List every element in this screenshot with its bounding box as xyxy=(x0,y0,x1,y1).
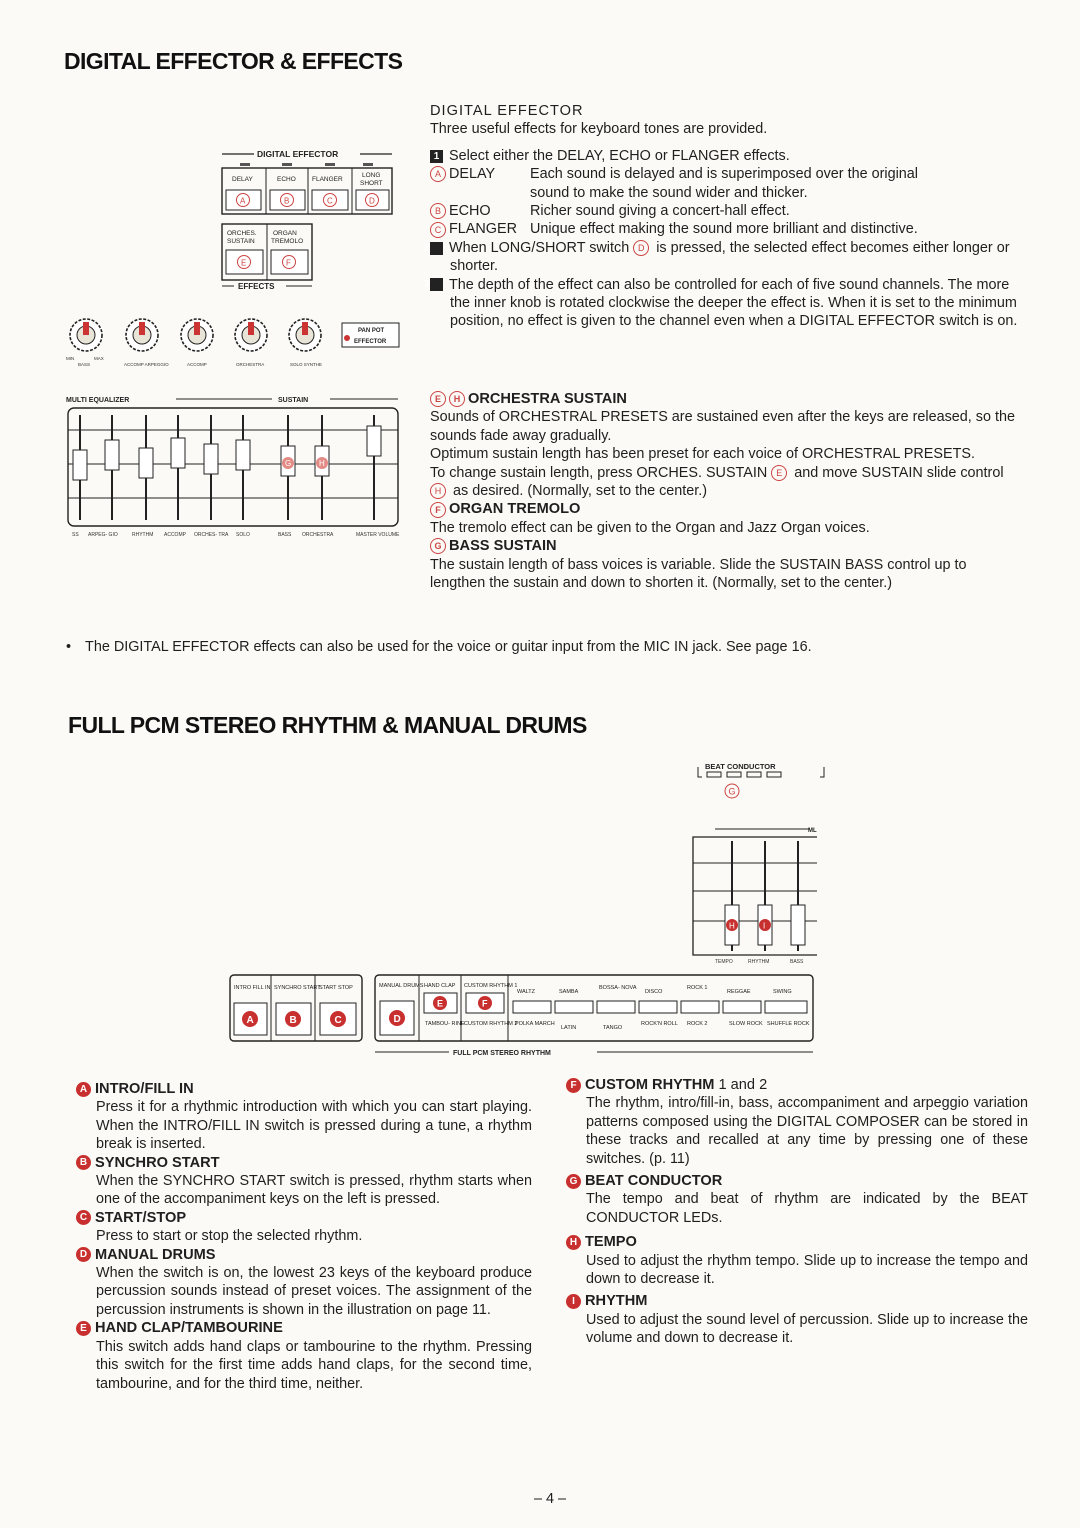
section-title-digital-effector: DIGITAL EFFECTOR & EFFECTS xyxy=(64,48,403,74)
hand-clap-heading: HAND CLAP/TAMBOURINE xyxy=(95,1320,283,1337)
svg-text:H: H xyxy=(729,921,735,931)
effector-label: EFFECTOR xyxy=(354,339,387,345)
svg-text:F: F xyxy=(482,998,488,1009)
button-long-short[interactable] xyxy=(356,190,389,210)
button-label-organ: ORGAN xyxy=(273,230,297,237)
step-2-marker: 2 xyxy=(430,242,443,255)
rhythm-button-4[interactable] xyxy=(639,1001,677,1013)
slider-rhythm[interactable] xyxy=(139,415,153,520)
orchestra-sustain-p3b: and move SUSTAIN slide control xyxy=(794,464,1004,481)
rhythm-heading: RHYTHM xyxy=(585,1293,648,1310)
button-delay[interactable] xyxy=(226,190,261,210)
rhythm-polka-march: POLKA MARCH xyxy=(515,1021,555,1027)
slider-sustain-bass[interactable] xyxy=(281,415,295,520)
orch-marker-e: E xyxy=(430,391,446,407)
rhythm-tango: TANGO xyxy=(603,1025,623,1031)
button-orches-sustain[interactable] xyxy=(226,250,263,274)
button-flanger[interactable] xyxy=(312,190,348,210)
knob-label-solo-synthe: SOLO SYNTHE xyxy=(290,362,323,367)
rhythm-button-5[interactable] xyxy=(681,1001,719,1013)
rhythm-swing: SWING xyxy=(773,989,792,995)
knob-label-accomp: ACCOMP xyxy=(187,362,207,367)
tambourine-label: TAMBOU- RINE xyxy=(425,1021,465,1027)
step-1-marker: 1 xyxy=(430,150,443,163)
svg-text:B: B xyxy=(284,196,290,206)
svg-text:C: C xyxy=(327,196,333,206)
svg-text:A: A xyxy=(246,1015,254,1026)
intro-fill-in-label: INTRO FILL IN xyxy=(234,985,271,991)
knob-solo-synthe[interactable] xyxy=(289,319,321,351)
beat-conductor-text: The tempo and beat of rhythm are indicated by the BEAT CONDUCTOR LEDs. xyxy=(586,1191,1028,1226)
svg-text:D: D xyxy=(369,196,375,206)
ml-label: ML xyxy=(808,828,817,834)
custom-rhythm-text: The rhythm, intro/fill-in, bass, accompaniment and arpeggio variation patterns composed using the DIGITAL COMPOSER can be stored in these tracks and recalled at any time by pressing one of these switches. (p. 11) xyxy=(586,1095,1028,1167)
hand-clap-marker: E xyxy=(76,1321,91,1336)
slider-orchestra-channel[interactable] xyxy=(204,415,218,520)
echo-label: ECHO xyxy=(449,203,491,220)
synchro-start-label: SYNCHRO START xyxy=(274,985,321,991)
rhythm-panel-illustration xyxy=(225,755,825,1065)
rhythm-waltz: WALTZ xyxy=(517,989,536,995)
sustain-slide-marker: H xyxy=(430,483,446,499)
slider-label-master-volume: MASTER VOLUME xyxy=(356,532,400,538)
section-title-full-pcm: FULL PCM STEREO RHYTHM & MANUAL DRUMS xyxy=(68,712,587,738)
manual-drums-heading: MANUAL DRUMS xyxy=(95,1246,216,1263)
svg-text:I: I xyxy=(763,921,766,931)
button-label-echo: ECHO xyxy=(277,176,296,183)
button-echo[interactable] xyxy=(270,190,305,210)
rhythm-button-3[interactable] xyxy=(597,1001,635,1013)
tremolo-marker: F xyxy=(430,502,446,518)
svg-text:B: B xyxy=(289,1015,297,1026)
rhythm-items-left xyxy=(76,1078,532,1393)
slider-label-ss: SS xyxy=(72,532,79,538)
knob-accomp-arpeggio[interactable] xyxy=(126,319,158,351)
slider-label-rhythm: RHYTHM xyxy=(132,532,154,538)
beat-conductor-label: BEAT CONDUCTOR xyxy=(705,762,776,771)
beat-conductor-heading: BEAT CONDUCTOR xyxy=(585,1173,723,1190)
orches-sustain-marker: E xyxy=(771,465,787,481)
synchro-start-button[interactable] xyxy=(276,1003,311,1035)
button-label-short: SHORT xyxy=(360,180,383,187)
custom-rhythm-heading: CUSTOM RHYTHM xyxy=(585,1077,715,1093)
tempo-marker: H xyxy=(566,1235,581,1250)
rhythm-button-7[interactable] xyxy=(765,1001,807,1013)
synchro-start-marker: B xyxy=(76,1155,91,1170)
step-2-text-a: When LONG/SHORT switch xyxy=(449,239,630,256)
pan-pot-label: PAN POT xyxy=(358,328,385,334)
custom-rhythm-2-label: CUSTOM RHYTHM 2 xyxy=(464,1021,518,1027)
custom-rhythm-suffix: 1 and 2 xyxy=(718,1077,768,1093)
knob-label-accomp-arpeggio: ACCOMP ARPEGGIO xyxy=(124,362,169,367)
slider-label-solo: SOLO xyxy=(236,532,250,538)
panel-label-digital-effector: DIGITAL EFFECTOR xyxy=(257,149,339,159)
knob-label-bass: BASS xyxy=(78,362,91,367)
bass-sustain-heading: BASS SUSTAIN xyxy=(449,538,557,555)
intro-fill-in-text: Press it for a rhythmic introduction with which you can start playing. When the INTRO/FILL IN switch is pressed during a tune, a rhythm break is inserted. xyxy=(96,1099,532,1153)
slider-master-volume[interactable] xyxy=(367,415,381,520)
digital-effector-block xyxy=(423,102,1022,331)
svg-text:G: G xyxy=(728,786,736,797)
rhythm-slow-rock: SLOW ROCK xyxy=(729,1021,763,1027)
knob-orchestra[interactable] xyxy=(235,319,267,351)
button-label-long: LONG xyxy=(362,172,381,179)
bass-marker: G xyxy=(430,538,446,554)
hand-clap-text: This switch adds hand claps or tambourine to the rhythm. Pressing this switch for the first time adds hand claps, for the second time, tambourine, and for the third time, neither. xyxy=(96,1338,532,1392)
page-number: – 4 – xyxy=(533,1491,566,1507)
orchestra-sustain-p2: Optimum sustain length has been preset for each voice of ORCHESTRAL PRESETS. xyxy=(430,446,975,463)
synchro-start-text: When the SYNCHRO START switch is pressed, rhythm starts when one of the accompaniment keys on the left is pressed. xyxy=(96,1173,532,1208)
svg-text:F: F xyxy=(286,258,291,268)
delay-label: DELAY xyxy=(449,166,496,183)
custom-rhythm-marker: F xyxy=(566,1078,581,1093)
rhythm-latin: LATIN xyxy=(561,1025,577,1031)
tempo-text: Used to adjust the rhythm tempo. Slide up to increase the tempo and down to decrease it. xyxy=(586,1252,1028,1288)
rhythm-bossa-nova: BOSSA- NOVA xyxy=(599,985,637,991)
tempo-heading: TEMPO xyxy=(585,1234,637,1251)
manual-drums-label: MANUAL DRUMS xyxy=(379,983,424,989)
knob-accomp[interactable] xyxy=(181,319,213,351)
rhythm-rock-2: ROCK 2 xyxy=(687,1021,708,1027)
rhythm-label: RHYTHM xyxy=(748,959,770,965)
knob-max-label: MAX xyxy=(94,356,104,361)
step-2-text-b: is pressed, the selected effect becomes either longer or shorter. xyxy=(450,239,1010,275)
rhythm-text: Used to adjust the sound level of percussion. Slide up to increase the volume and down to decrease it. xyxy=(586,1311,1028,1347)
tempo-label: TEMPO xyxy=(715,959,733,965)
orchestra-sustain-heading: ORCHESTRA SUSTAIN xyxy=(468,391,627,407)
slider-ss[interactable] xyxy=(73,415,87,520)
slider-accomp[interactable] xyxy=(171,415,185,520)
digital-effector-panel-illustration xyxy=(60,140,420,570)
full-pcm-label: FULL PCM STEREO RHYTHM xyxy=(453,1050,551,1057)
svg-text:A: A xyxy=(240,196,246,206)
custom-rhythm-button[interactable] xyxy=(466,993,504,1013)
orch-marker-h: H xyxy=(449,391,465,407)
beat-conductor-item-marker: G xyxy=(566,1174,581,1189)
delay-marker: A xyxy=(430,166,446,182)
organ-tremolo-text: The tremolo effect can be given to the Organ and Jazz Organ voices. xyxy=(430,519,870,536)
flanger-text: Unique effect making the sound more brilliant and distinctive. xyxy=(530,221,918,238)
custom-rhythm-1-label: CUSTOM RHYTHM 1 xyxy=(464,983,518,989)
rhythm-rock-1: ROCK 1 xyxy=(687,985,708,991)
slider-label-accomp: ACCOMP xyxy=(164,532,186,538)
svg-text:E: E xyxy=(241,258,247,268)
bass-sustain-text: The sustain length of bass voices is variable. Slide the SUSTAIN BASS control up to lengthen the sustain and down to shorten it. (Normally, set to the center.) xyxy=(430,556,967,592)
panel-label-sustain: SUSTAIN xyxy=(278,397,309,404)
start-stop-button[interactable] xyxy=(320,1003,356,1035)
manual-drums-button[interactable] xyxy=(380,1001,414,1035)
flanger-marker: C xyxy=(430,222,446,238)
synchro-start-heading: SYNCHRO START xyxy=(95,1154,220,1171)
knob-label-orchestra: ORCHESTRA xyxy=(236,362,265,367)
orchestra-sustain-p3c: as desired. (Normally, set to the center.) xyxy=(453,483,708,500)
slider-label-orchestra-channel: ORCHES- TRA xyxy=(194,532,229,538)
slider-label-arpeggio: ARPEG- GIO xyxy=(88,532,118,538)
bullet-icon: • xyxy=(66,639,72,655)
rhythm-shuffle-rock: SHUFFLE ROCK xyxy=(767,1021,810,1027)
rhythm-marker: I xyxy=(566,1294,581,1309)
start-stop-heading: START/STOP xyxy=(95,1209,187,1226)
start-stop-label: START STOP xyxy=(319,985,353,991)
slider-solo[interactable] xyxy=(236,415,250,520)
slider-sustain-orchestra[interactable] xyxy=(315,415,329,520)
orchestra-sustain-block xyxy=(430,390,1024,592)
echo-text: Richer sound giving a concert-hall effect. xyxy=(530,203,790,220)
slider-arpeggio[interactable] xyxy=(105,415,119,520)
echo-marker: B xyxy=(430,203,446,219)
start-stop-text: Press to start or stop the selected rhythm. xyxy=(96,1228,363,1245)
hand-clap-label: HAND CLAP xyxy=(424,983,456,989)
mic-in-note: • The DIGITAL EFFECTOR effects can also be used for the voice or guitar input from the MIC IN jack. See page 16. xyxy=(66,639,812,655)
step-3-marker: 3 xyxy=(430,278,443,291)
intro-fill-in-button[interactable] xyxy=(234,1003,267,1035)
svg-text:D: D xyxy=(393,1014,401,1025)
rhythm-reggae: REGGAE xyxy=(727,989,751,995)
organ-tremolo-heading: ORGAN TREMOLO xyxy=(449,501,581,518)
rhythm-button-2[interactable] xyxy=(555,1001,593,1013)
manual-drums-marker: D xyxy=(76,1247,91,1262)
button-organ-tremolo[interactable] xyxy=(271,250,308,274)
button-label-delay: DELAY xyxy=(232,176,253,183)
rhythm-button-6[interactable] xyxy=(723,1001,761,1013)
rhythm-samba: SAMBA xyxy=(559,989,579,995)
hand-clap-button[interactable] xyxy=(424,993,457,1013)
slider-label-bass: BASS xyxy=(278,532,292,538)
button-label-flanger: FLANGER xyxy=(312,176,343,183)
svg-text:G: G xyxy=(285,459,292,468)
rhythm-button-1[interactable] xyxy=(513,1001,551,1013)
delay-text: Each sound is delayed and is superimposed over the original sound to make the sound wider and thicker. xyxy=(530,166,918,201)
intro-fill-in-marker: A xyxy=(76,1082,91,1097)
digital-effector-intro: Three useful effects for keyboard tones are provided. xyxy=(430,121,768,138)
svg-text:H: H xyxy=(319,459,325,468)
button-label-sustain: SUSTAIN xyxy=(227,238,255,245)
manual-drums-text: When the switch is on, the lowest 23 keys of the keyboard produce percussion sounds instead of preset voices. The assignment of the percussion instruments is shown in the illustration on page 11. xyxy=(96,1265,532,1318)
bass-label: BASS xyxy=(790,959,804,965)
knob-min-label: MIN xyxy=(66,356,75,361)
long-short-marker: D xyxy=(633,240,649,256)
slider-label-orchestra: ORCHESTRA xyxy=(302,532,334,538)
step-1-text: Select either the DELAY, ECHO or FLANGER effects. xyxy=(449,147,790,164)
knob-bass[interactable] xyxy=(70,319,102,351)
step-3-text: The depth of the effect can also be controlled for each of five sound channels. The more the inner knob is rotated clockwise the deeper the effect is. When it is set to the minimum position, no effect is given to the channel even when a DIGITAL EFFECTOR switch is on. xyxy=(449,276,1018,330)
svg-text:C: C xyxy=(334,1015,342,1026)
rhythm-volume-slider[interactable] xyxy=(758,841,772,951)
button-label-tremolo: TREMOLO xyxy=(271,238,304,245)
rhythm-items-right xyxy=(566,1076,1028,1348)
bass-volume-slider[interactable] xyxy=(791,841,805,951)
tempo-slider[interactable] xyxy=(725,841,739,951)
orchestra-sustain-p1: Sounds of ORCHESTRAL PRESETS are sustained even after the keys are released, so the sounds fade away gradually. xyxy=(430,409,1015,444)
start-stop-marker: C xyxy=(76,1210,91,1225)
digital-effector-heading: DIGITAL EFFECTOR xyxy=(430,103,584,119)
panel-label-multi-equalizer: MULTI EQUALIZER xyxy=(66,397,130,404)
rhythm-rock-n-roll: ROCK'N ROLL xyxy=(641,1021,678,1027)
svg-text:E: E xyxy=(437,998,444,1009)
intro-fill-in-heading: INTRO/FILL IN xyxy=(95,1081,194,1097)
button-label-orches: ORCHES. xyxy=(227,230,257,237)
panel-label-effects: EFFECTS xyxy=(238,282,275,291)
flanger-label: FLANGER xyxy=(449,221,517,238)
rhythm-disco: DISCO xyxy=(645,989,663,995)
orchestra-sustain-p3a: To change sustain length, press ORCHES. SUSTAIN xyxy=(430,464,768,481)
